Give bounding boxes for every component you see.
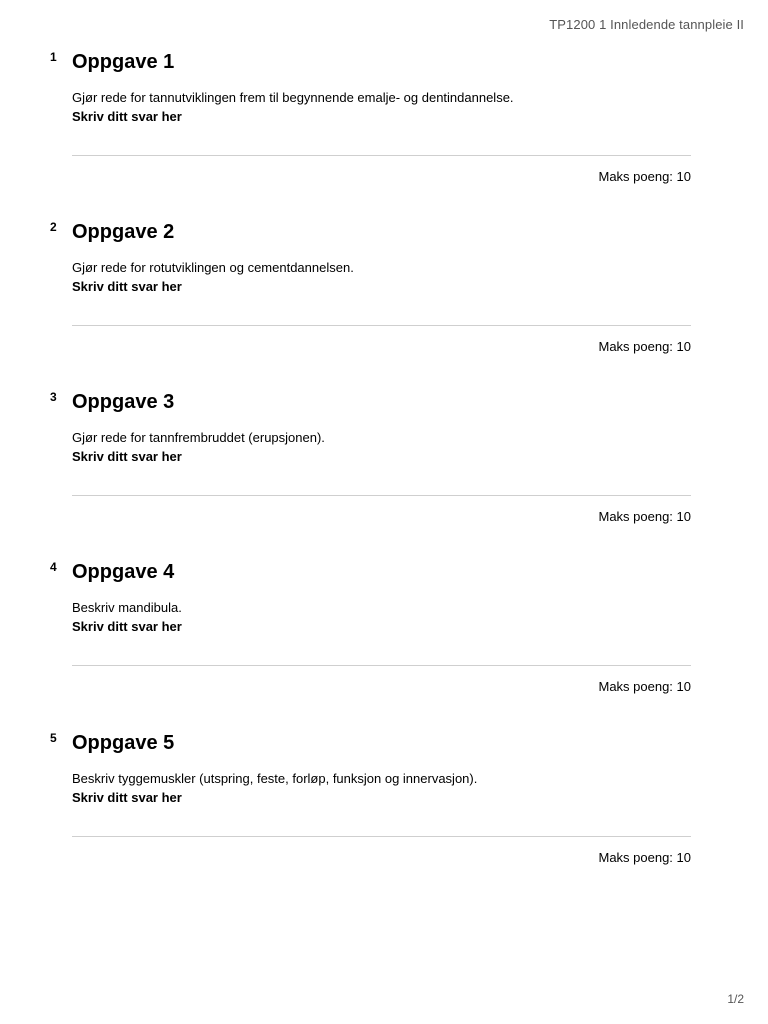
question-title: Oppgave 1 (72, 51, 175, 73)
question-number: 5 (50, 731, 57, 745)
question-block (0, 220, 768, 380)
question-text: Beskriv mandibula. (72, 600, 182, 615)
answer-label: Skriv ditt svar her (72, 449, 182, 464)
max-points: Maks poeng: 10 (598, 850, 691, 865)
max-points: Maks poeng: 10 (598, 169, 691, 184)
question-number: 2 (50, 220, 57, 234)
question-number: 4 (50, 560, 57, 574)
question-title: Oppgave 3 (72, 391, 175, 413)
question-text: Beskriv tyggemuskler (utspring, feste, forløp, funksjon og innervasjon). (72, 771, 478, 786)
answer-divider (72, 495, 691, 496)
answer-divider (72, 836, 691, 837)
answer-label: Skriv ditt svar her (72, 619, 182, 634)
question-text: Gjør rede for tannutviklingen frem til begynnende emalje- og dentindannelse. (72, 90, 514, 105)
max-points: Maks poeng: 10 (598, 339, 691, 354)
page-indicator: 1/2 (727, 992, 744, 1006)
answer-divider (72, 325, 691, 326)
answer-label: Skriv ditt svar her (72, 790, 182, 805)
question-block (0, 390, 768, 550)
answer-label: Skriv ditt svar her (72, 109, 182, 124)
question-text: Gjør rede for tannfrembruddet (erupsjonen). (72, 430, 325, 445)
question-title: Oppgave 4 (72, 561, 175, 583)
question-number: 3 (50, 390, 57, 404)
question-block (0, 560, 768, 720)
question-block (0, 731, 768, 891)
max-points: Maks poeng: 10 (598, 679, 691, 694)
answer-divider (72, 665, 691, 666)
max-points: Maks poeng: 10 (598, 509, 691, 524)
question-number: 1 (50, 50, 57, 64)
question-title: Oppgave 5 (72, 732, 175, 754)
question-block (0, 50, 768, 210)
question-text: Gjør rede for rotutviklingen og cementdannelsen. (72, 260, 354, 275)
question-title: Oppgave 2 (72, 221, 175, 243)
page-header-title: TP1200 1 Innledende tannpleie II (549, 17, 744, 32)
answer-divider (72, 155, 691, 156)
answer-label: Skriv ditt svar her (72, 279, 182, 294)
